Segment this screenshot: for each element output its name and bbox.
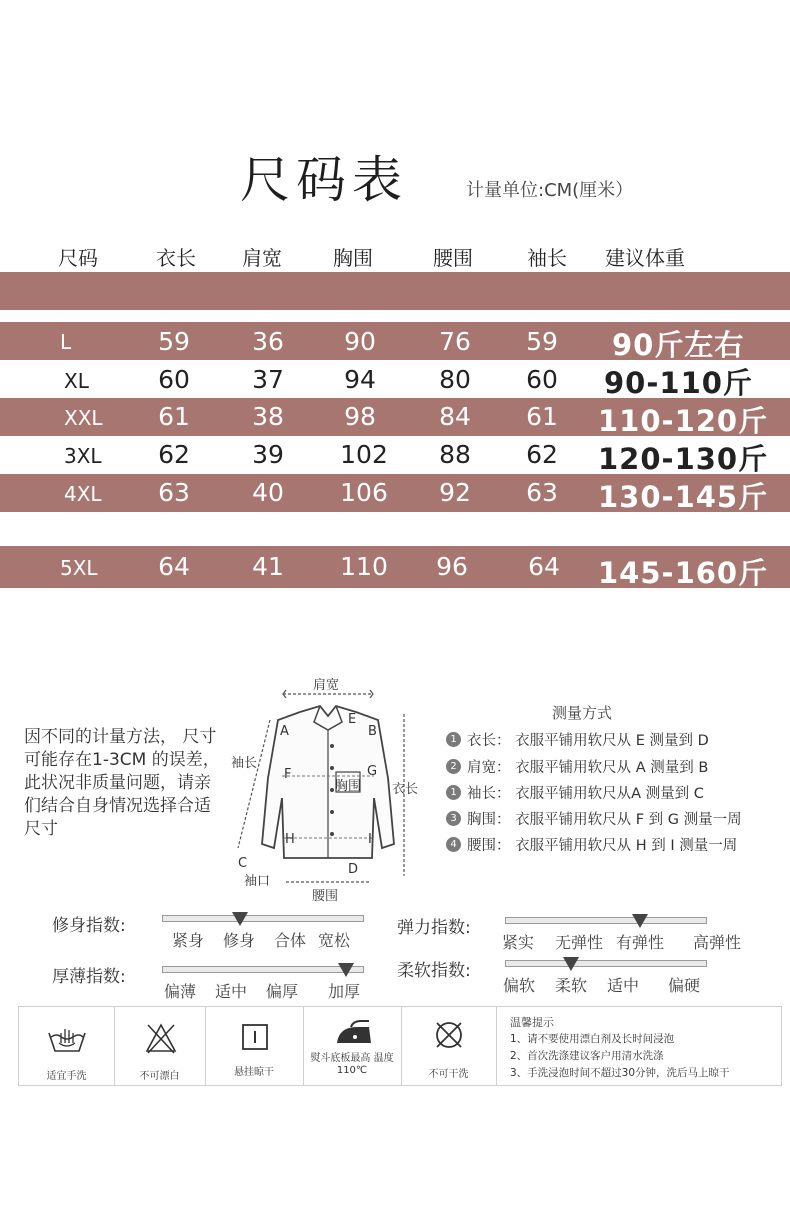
cell-shoulder: 41	[252, 552, 284, 581]
elastic-option: 高弹性	[693, 933, 742, 952]
cell-sleeve: 61	[526, 402, 558, 431]
step-number: 1	[446, 732, 461, 747]
cell-size: 4XL	[64, 482, 102, 506]
cell-weight: 120-130斤	[598, 442, 769, 476]
cell-chest: 102	[340, 440, 388, 469]
diagram-label-length: 衣长	[392, 782, 419, 797]
fit-index-marker-icon	[232, 912, 248, 926]
cell-shoulder: 37	[252, 365, 284, 394]
no-dry-clean-icon	[433, 1019, 465, 1051]
step-number: 2	[446, 759, 461, 774]
thickness-option: 偏厚	[266, 982, 299, 1001]
care-item	[205, 1007, 304, 1085]
method-item	[446, 756, 708, 777]
measurement-note: 因不同的计量方法， 尺寸可能存在1-3CM 的误差，此状况非质量问题，请亲们结合自身情况选择合适尺寸	[24, 727, 220, 839]
care-caption: 熨斗底板最高 温度110℃	[310, 1053, 394, 1076]
care-caption: 不可漂白	[139, 1071, 180, 1082]
diagram-point-h: H	[285, 832, 295, 847]
fit-option: 宽松	[318, 931, 351, 950]
elastic-index-marker-icon	[632, 914, 648, 928]
page-title: 尺码表	[240, 151, 408, 209]
cell-length: 61	[158, 402, 190, 431]
header-size: 尺码	[58, 246, 98, 270]
cell-weight: 130-145斤	[598, 480, 769, 514]
softness-index-marker-icon	[563, 957, 579, 971]
method-item	[446, 808, 742, 829]
diagram-point-i: I	[368, 832, 372, 847]
care-caption: 适宜手洗	[46, 1071, 87, 1082]
method-text: 胸围： 衣服平铺用软尺从 F 到 G 测量一周	[467, 812, 742, 828]
tip-item: 1、请不要使用漂白剂及长时间浸泡	[510, 1033, 675, 1045]
cell-shoulder: 38	[252, 402, 284, 431]
softness-option: 偏硬	[668, 976, 701, 995]
care-caption: 悬挂晾干	[234, 1067, 274, 1078]
elastic-option: 有弹性	[616, 933, 665, 952]
elastic-option: 无弹性	[555, 933, 604, 952]
tip-item: 3、手洗浸泡时间不超过30分钟，洗后马上晾干	[510, 1067, 730, 1079]
cell-waist: 88	[439, 440, 471, 469]
cell-weight: 110-120斤	[598, 404, 769, 438]
blank-band	[0, 272, 790, 310]
cell-waist: 92	[439, 478, 471, 507]
diagram-label-shoulder: 肩宽	[313, 678, 340, 693]
method-title: 测量方式	[552, 704, 613, 722]
cell-sleeve: 62	[526, 440, 558, 469]
care-item	[401, 1007, 497, 1085]
cell-size: L	[60, 330, 72, 354]
softness-option: 柔软	[555, 976, 588, 995]
cell-length: 62	[158, 440, 190, 469]
cell-weight: 90斤左右	[612, 328, 745, 362]
cell-sleeve: 59	[526, 327, 558, 356]
step-number: 1	[446, 785, 461, 800]
fit-option: 修身	[223, 931, 256, 950]
header-chest: 胸围	[333, 246, 373, 270]
cell-chest: 110	[340, 552, 388, 581]
method-text: 袖长： 衣服平铺用软尺从A 测量到 C	[467, 786, 704, 802]
care-item	[303, 1007, 402, 1085]
method-item	[446, 782, 704, 803]
cell-shoulder: 36	[252, 327, 284, 356]
thickness-index-label: 厚薄指数:	[52, 967, 126, 987]
cell-chest: 98	[344, 402, 376, 431]
iron-icon	[331, 1019, 375, 1047]
unit-note: 计量单位:CM(厘米）	[466, 180, 634, 201]
diagram-label-cuff: 袖口	[244, 874, 271, 889]
diagram-label-waist: 腰围	[312, 889, 339, 904]
tip-item: 2、首次洗涤建议客户用清水洗涤	[510, 1050, 664, 1062]
diagram-point-a: A	[280, 724, 289, 739]
thickness-option: 偏薄	[164, 982, 197, 1001]
cell-weight: 90-110斤	[604, 366, 753, 400]
diagram-point-e: E	[348, 712, 357, 727]
diagram-point-f: F	[284, 767, 292, 782]
elastic-option: 紧实	[502, 933, 535, 952]
cell-chest: 94	[344, 365, 376, 394]
fit-option: 合体	[274, 931, 307, 950]
care-caption: 不可干洗	[428, 1069, 469, 1080]
header-waist: 腰围	[433, 246, 473, 270]
cell-size: XXL	[64, 406, 103, 430]
softness-index-label: 柔软指数:	[397, 961, 471, 981]
softness-index-track	[505, 960, 707, 967]
diagram-point-d: D	[348, 862, 359, 877]
softness-option: 偏软	[503, 976, 536, 995]
cell-length: 63	[158, 478, 190, 507]
diagram-label-sleeve: 袖长	[231, 756, 258, 771]
no-bleach-icon	[144, 1021, 178, 1055]
cell-chest: 90	[344, 327, 376, 356]
cell-sleeve: 63	[526, 478, 558, 507]
thickness-index-track	[162, 966, 364, 973]
step-number: 4	[446, 837, 461, 852]
method-text: 腰围： 衣服平铺用软尺从 H 到 I 测量一周	[467, 838, 738, 854]
cell-size: 3XL	[64, 444, 102, 468]
method-item	[446, 834, 737, 855]
tips-title: 温馨提示	[510, 1016, 554, 1029]
cell-length: 60	[158, 365, 190, 394]
softness-option: 适中	[607, 976, 640, 995]
diagram-label-chest: 胸围	[335, 779, 362, 794]
cell-weight: 145-160斤	[598, 556, 769, 590]
cell-size: XL	[64, 369, 89, 393]
cell-waist: 84	[439, 402, 471, 431]
header-weight: 建议体重	[605, 246, 685, 270]
fit-index-label: 修身指数:	[52, 916, 126, 936]
cell-shoulder: 40	[252, 478, 284, 507]
cell-waist: 96	[436, 552, 468, 581]
method-text: 肩宽： 衣服平铺用软尺从 A 测量到 B	[467, 760, 709, 776]
thickness-option: 适中	[215, 982, 248, 1001]
header-sleeve: 袖长	[527, 246, 567, 270]
step-number: 3	[446, 811, 461, 826]
method-text: 衣长： 衣服平铺用软尺从 E 测量到 D	[467, 733, 709, 749]
cell-sleeve: 64	[528, 552, 560, 581]
cell-length: 64	[158, 552, 190, 581]
elastic-index-track	[505, 917, 707, 924]
elastic-index-label: 弹力指数:	[397, 918, 471, 938]
care-item	[19, 1007, 115, 1085]
cell-waist: 76	[439, 327, 471, 356]
fit-option: 紧身	[172, 931, 205, 950]
cell-shoulder: 39	[252, 440, 284, 469]
thickness-option: 加厚	[328, 982, 361, 1001]
thickness-index-marker-icon	[338, 963, 354, 977]
diagram-point-c: C	[238, 856, 248, 871]
hang-dry-icon	[241, 1023, 269, 1051]
cell-size: 5XL	[60, 556, 98, 580]
method-item	[446, 729, 709, 750]
cell-sleeve: 60	[526, 365, 558, 394]
diagram-point-b: B	[368, 724, 377, 739]
header-length: 衣长	[156, 246, 196, 270]
header-shoulder: 肩宽	[242, 246, 282, 270]
cell-waist: 80	[439, 365, 471, 394]
hand-wash-icon	[47, 1023, 87, 1057]
care-item	[114, 1007, 206, 1085]
diagram-point-g: G	[367, 764, 378, 779]
fit-index-track	[162, 915, 364, 922]
cell-length: 59	[158, 327, 190, 356]
cell-chest: 106	[340, 478, 388, 507]
